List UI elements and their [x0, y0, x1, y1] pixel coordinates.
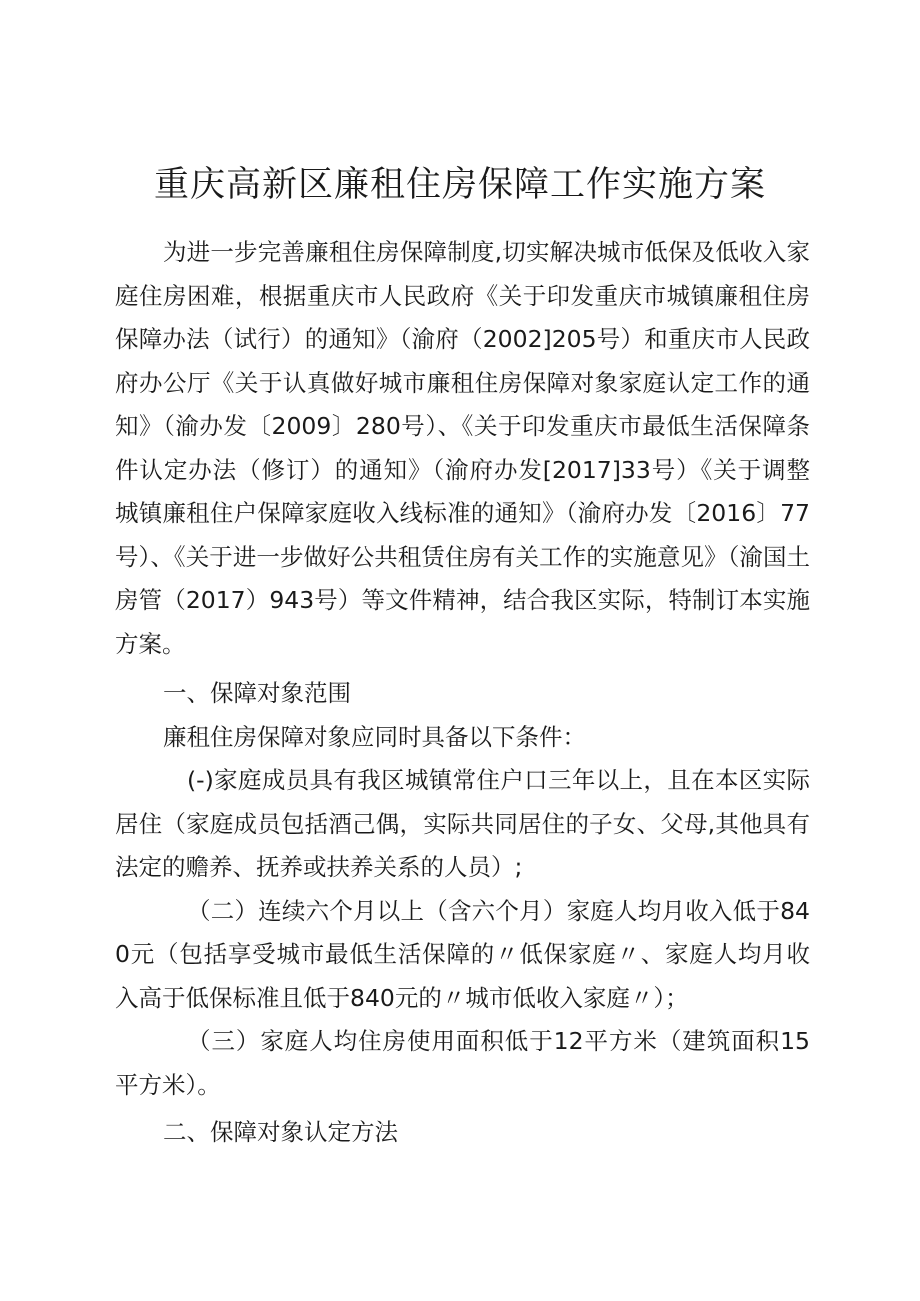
- section-1-lead: 廉租住房保障对象应同时具备以下条件：: [163, 722, 586, 751]
- section-heading-2: 二、保障对象认定方法: [163, 1118, 398, 1146]
- document-body: [115, 231, 810, 1155]
- document-title: 重庆高新区廉租住房保障工作实施方案: [153, 165, 766, 205]
- condition-2: （二）连续六个月以上（含六个月）家庭人均月收入低于840元（包括享受城市最低生活保障的〃低保家庭〃、家庭人均月收入高于低保标准且低于840元的〃城市低收入家庭〃）；: [115, 896, 810, 1012]
- intro-paragraph: 为进一步完善廉租住房保障制度,切实解决城市低保及低收入家庭住房困难，根据重庆市人民政府《关于印发重庆市城镇廉租住房保障办法（试行）的通知》（渝府（2002]205号）和重庆市人民政府办公厅《关于认真做好城市廉租住房保障对象家庭认定工作的通知》（渝办发〔2009〕280号）、《关于印发重庆市最低生活保障条件认定办法（修订）的通知》（渝府办发[2017]33号）《关于调整城镇廉租住户保障家庭收入线标准的通知》（渝府办发〔2016〕77号）、《关于进一步做好公共租赁住房有关工作的实施意见》（渝国土房管（2017）943号）等文件精神，结合我区实际，特制订本实施方案。: [115, 238, 810, 658]
- condition-3: （三）家庭人均住房使用面积低于12平方米（建筑面积15平方米）。: [115, 1027, 810, 1099]
- section-heading-1: 一、保障对象范围: [163, 679, 351, 707]
- condition-1: (-)家庭成员具有我区城镇常住户口三年以上，且在本区实际居住（家庭成员包括酒己偶，实际共同居住的子女、父母,其他具有法定的赡养、抚养或扶养关系的人员）;: [115, 766, 810, 881]
